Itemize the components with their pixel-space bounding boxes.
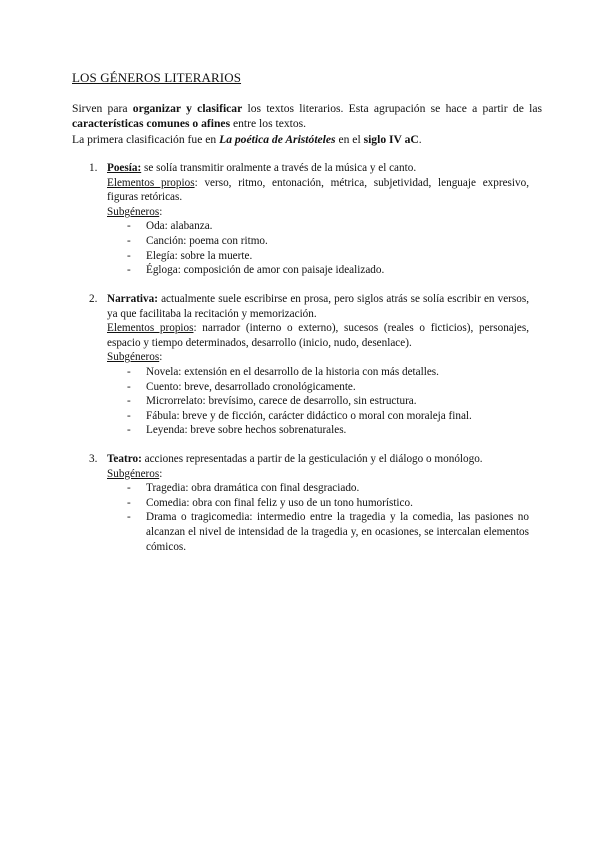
list-item	[127, 394, 529, 409]
subgenre-text: Drama o tragicomedia: intermedio entre la tragedia y la comedia, las pasiones no alcanzan el nivel de intensidad de la tragedia y, en ocasiones, se intercalan elementos cómicos.	[146, 511, 529, 553]
subgenre-text: Oda: alabanza.	[146, 220, 213, 233]
section-narrativa	[89, 292, 529, 438]
elements-text: : narrador (interno o externo), sucesos (reales o ficticios), personajes, espacio y tiempo determinados, desarrollo (inicio, nudo, desenlace).	[107, 322, 529, 349]
elements-label: Elementos propios	[107, 322, 194, 335]
intro-text: Sirven para	[72, 102, 133, 115]
list-item	[127, 496, 529, 511]
dash-bullet: -	[127, 482, 131, 495]
dash-bullet: -	[127, 234, 131, 247]
subgenres-label-line	[107, 350, 529, 365]
subgenre-text: Leyenda: breve sobre hechos sobrenaturales.	[146, 424, 347, 437]
section-heading-sep: :	[137, 162, 142, 174]
section-description: actualmente suele escribirse en prosa, pero siglos atrás se solía escribir en versos, ya que facilitaba la recitación y memorización.	[107, 293, 529, 320]
dash-bullet: -	[127, 380, 131, 393]
subgenres-label: Subgéneros	[107, 205, 160, 218]
intro-work-title: La poética de Aristóteles	[219, 132, 336, 146]
section-heading: Teatro	[107, 453, 139, 465]
intro-bold-organizar: organizar y clasificar	[132, 102, 243, 115]
list-item	[127, 380, 529, 395]
section-heading: Narrativa	[107, 293, 155, 305]
subgenre-text: Elegía: sobre la muerte.	[146, 249, 253, 262]
section-teatro	[89, 452, 529, 554]
subgenres-label-line	[107, 205, 529, 220]
subgenres-label-line	[107, 467, 529, 482]
section-heading-row	[89, 292, 529, 321]
elements-label: Elementos propios	[107, 176, 195, 189]
subgenre-text: Égloga: composición de amor con paisaje idealizado.	[146, 264, 385, 277]
subgenres-sep: :	[159, 467, 163, 480]
list-item	[127, 263, 529, 278]
elements-line	[107, 176, 529, 205]
section-number: 1.	[89, 162, 98, 174]
dash-bullet: -	[127, 409, 131, 422]
subgenres-list	[107, 365, 529, 438]
intro-block	[72, 101, 542, 147]
intro-text: en el	[335, 132, 364, 146]
subgenre-text: Microrrelato: brevísimo, carece de desarrollo, sin estructura.	[146, 395, 417, 408]
list-item	[127, 481, 529, 496]
intro-text: .	[418, 132, 422, 146]
subgenres-label: Subgéneros	[107, 351, 160, 364]
dash-bullet: -	[127, 395, 131, 408]
section-poesia	[89, 161, 529, 278]
section-number: 2.	[89, 293, 98, 305]
dash-bullet: -	[127, 496, 131, 509]
intro-text: La primera clasificación fue en	[72, 132, 220, 146]
section-number: 3.	[89, 453, 98, 465]
subgenres-label: Subgéneros	[107, 467, 160, 480]
list-item	[127, 423, 529, 438]
intro-paragraph-1	[72, 101, 542, 132]
subgenre-text: Cuento: breve, desarrollado cronológicamente.	[146, 380, 356, 393]
list-item	[127, 219, 529, 234]
dash-bullet: -	[127, 511, 131, 524]
elements-line	[107, 321, 529, 350]
section-heading-row	[89, 161, 529, 176]
section-heading-row	[89, 452, 529, 467]
subgenres-list	[107, 481, 529, 554]
dash-bullet: -	[127, 220, 131, 233]
section-heading-sep: :	[154, 293, 158, 305]
list-item	[127, 234, 529, 249]
intro-century: siglo IV aC	[363, 132, 419, 146]
dash-bullet: -	[127, 365, 131, 378]
elements-text: : verso, ritmo, entonación, métrica, subjetividad, lenguaje expresivo, figuras retóricas.	[107, 176, 529, 204]
list-item	[127, 510, 529, 554]
intro-text: los textos literarios. Esta agrupación se hace a partir de las	[242, 102, 542, 115]
list-item	[127, 249, 529, 264]
subgenre-text: Tragedia: obra dramática con final desgraciado.	[146, 482, 360, 495]
dash-bullet: -	[127, 424, 131, 437]
section-description: acciones representadas a partir de la gesticulación y el diálogo o monólogo.	[141, 453, 483, 465]
subgenres-sep: :	[159, 351, 163, 364]
dash-bullet: -	[127, 249, 131, 262]
subgenres-list	[107, 219, 529, 277]
intro-paragraph-2	[72, 132, 542, 147]
list-item	[127, 409, 529, 424]
document-title: LOS GÉNEROS LITERARIOS	[72, 70, 242, 85]
subgenre-text: Comedia: obra con final feliz y uso de un tono humorístico.	[146, 496, 413, 509]
section-description: se solía transmitir oralmente a través de la música y el canto.	[141, 162, 417, 174]
subgenre-text: Fábula: breve y de ficción, carácter didáctico o moral con moraleja final.	[146, 409, 472, 422]
intro-bold-caracteristicas: características comunes o afines	[72, 117, 231, 131]
list-item	[127, 365, 529, 380]
subgenres-sep: :	[159, 205, 163, 218]
subgenre-text: Novela: extensión en el desarrollo de la historia con más detalles.	[146, 365, 439, 378]
intro-text: entre los textos.	[230, 117, 307, 131]
section-heading: Poesía	[107, 162, 138, 174]
dash-bullet: -	[127, 264, 131, 277]
section-heading-sep: :	[138, 453, 142, 465]
subgenre-text: Canción: poema con ritmo.	[146, 234, 268, 247]
